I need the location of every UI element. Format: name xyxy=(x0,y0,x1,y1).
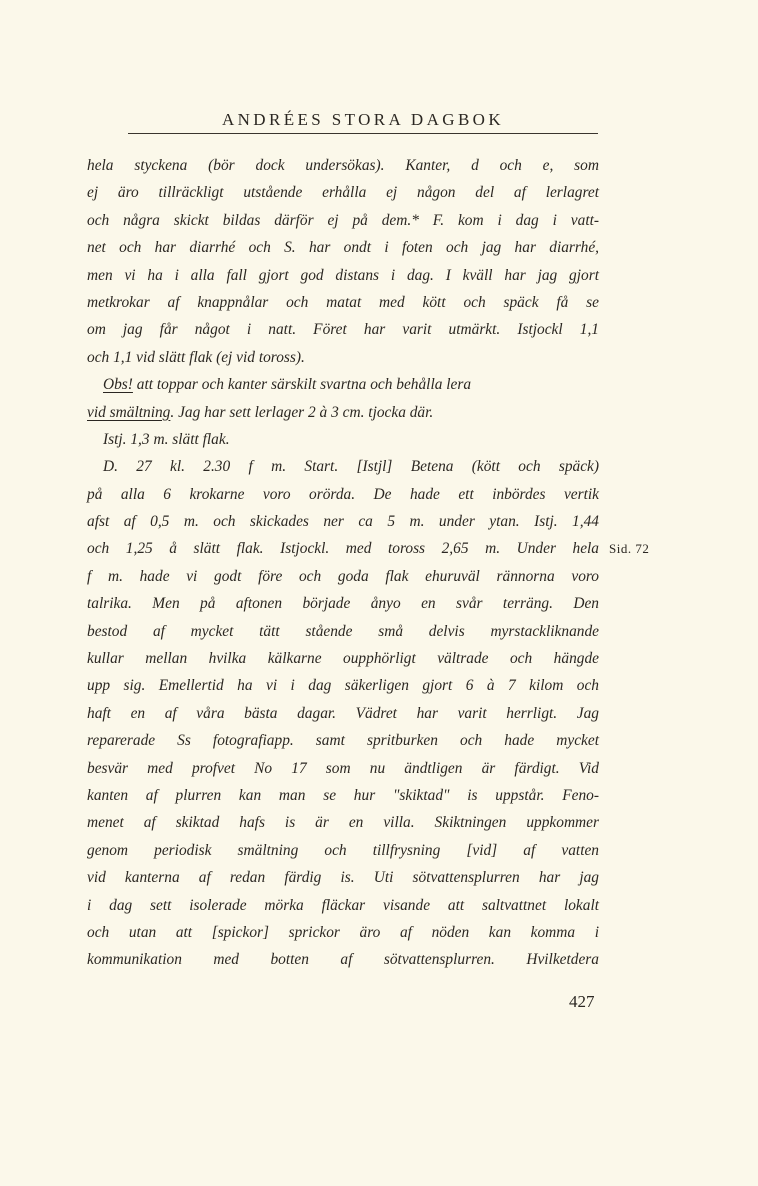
text-line: afst af 0,5 m. och skickades ner ca 5 m. under ytan. Istj. 1,44 xyxy=(87,513,599,531)
text-line: D. 27 kl. 2.30 f m. Start. [Istjl] Betena (kött och späck) xyxy=(103,458,599,476)
text-line: hela styckena (bör dock undersökas). Kanter, d och e, som xyxy=(87,157,599,174)
text-line: net och har diarrhé och S. har ondt i foten och jag har diarrhé, xyxy=(87,239,599,257)
text-line: metkrokar af knappnålar och matat med kött och späck få se xyxy=(87,293,599,311)
text-line: på alla 6 krokarne voro orörda. De hade ett inbördes vertik xyxy=(87,485,599,503)
text-line: ej äro tillräckligt utstående erhålla ej någon del af lerlagret xyxy=(87,184,599,202)
text-line: bestod af mycket tätt stående små delvis myrstackliknande xyxy=(87,622,599,640)
text-line: kullar mellan hvilka kälkarne oupphörligt vältrade och hängde xyxy=(87,650,599,668)
underlined-text: Obs! xyxy=(103,376,133,394)
text-line: reparerade Ss fotografiapp. samt spritburken och hade mycket xyxy=(87,732,599,750)
text-line: upp sig. Emellertid ha vi i dag säkerligen gjort 6 à 7 kilom och xyxy=(87,677,599,695)
text-line: och några skickt bildas därför ej på dem.* F. kom i dag i vatt- xyxy=(87,211,599,229)
underlined-text: vid smältning xyxy=(87,403,171,421)
text-line: talrika. Men på aftonen började ånyo en svår terräng. Den xyxy=(87,595,599,613)
text-line: genom periodisk smältning och tillfrysning [vid] af vatten xyxy=(87,841,599,859)
text-line: Istj. 1,3 m. slätt flak. xyxy=(103,430,230,448)
text-line: kommunikation med botten af sötvattensplurren. Hvilketdera xyxy=(87,951,599,969)
text-line: vid kanterna af redan färdig is. Uti sötvattensplurren har jag xyxy=(87,869,599,887)
text-span: . Jag har sett lerlager 2 à 3 cm. tjocka där. xyxy=(170,403,434,421)
header-rule xyxy=(128,133,598,134)
margin-page-reference: Sid. 72 xyxy=(609,541,650,556)
text-line: om jag får något i natt. Föret har varit utmärkt. Istjockl 1,1 xyxy=(87,321,599,339)
text-line: och 1,25 å slätt flak. Istjockl. med toross 2,65 m. Under hela xyxy=(87,540,599,558)
text-line: menet af skiktad hafs is är en villa. Skiktningen uppkommer xyxy=(87,814,599,832)
running-header: ANDRÉES STORA DAGBOK xyxy=(221,110,505,129)
page-number: 427 xyxy=(569,992,595,1011)
diary-text xyxy=(87,152,599,974)
text-line: f m. hade vi godt före och goda flak ehuruväl rännorna voro xyxy=(87,567,599,585)
text-line xyxy=(87,399,599,426)
text-line: kanten af plurren kan man se hur "skiktad" is uppstår. Feno- xyxy=(87,786,599,804)
text-line: haft en af våra bästa dagar. Vädret har varit herrligt. Jag xyxy=(87,704,599,722)
text-line: och 1,1 vid slätt flak (ej vid toross). xyxy=(87,348,305,366)
text-line xyxy=(87,371,599,398)
text-line: och utan att [spickor] sprickor äro af nöden kan komma i xyxy=(87,923,599,941)
text-line: men vi ha i alla fall gjort god distans i dag. I kväll har jag gjort xyxy=(87,266,599,284)
text-line: besvär med profvet No 17 som nu ändtligen är färdigt. Vid xyxy=(87,759,599,777)
text-line: i dag sett isolerade mörka fläckar visande att saltvattnet lokalt xyxy=(87,896,599,914)
text-span: att toppar och kanter särskilt svartna och behålla lera xyxy=(132,376,472,394)
